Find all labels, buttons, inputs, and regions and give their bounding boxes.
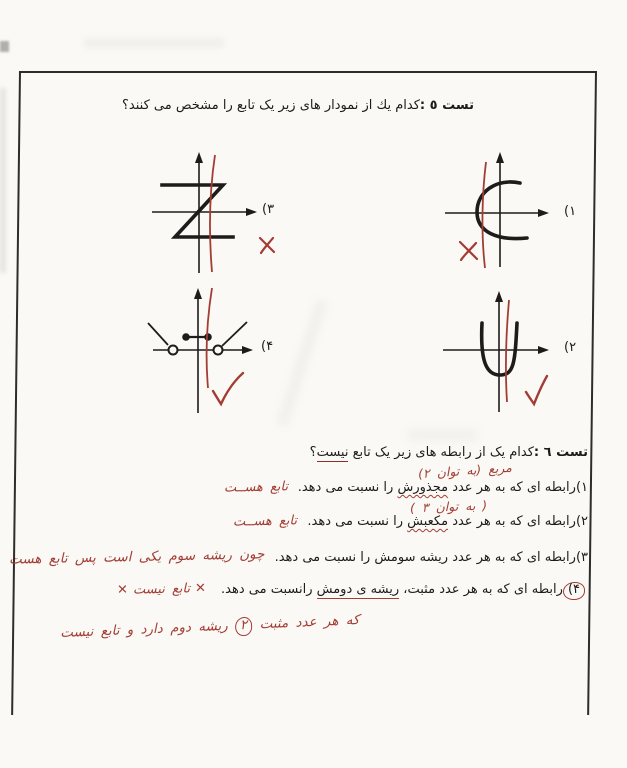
item-3-red-note: چون ریشه سوم یکی است پس تابع هست xyxy=(8,546,265,568)
u-parabola-graph-icon xyxy=(436,286,566,418)
item-3-text: رابطه ای که به هر عدد ریشه سومش را نسبت می دهد. xyxy=(274,550,576,565)
graph-4 xyxy=(136,281,278,423)
graph-3 xyxy=(140,146,282,282)
x-axis-arrow-icon xyxy=(242,346,253,354)
test6-title-prefix: تست ٦ : xyxy=(533,445,588,460)
item-2-underlined-word: مکعبش xyxy=(407,514,449,529)
z-curve-graph-icon xyxy=(140,146,282,282)
item-1-red-note: تابع هســت xyxy=(223,479,288,496)
y-axis-arrow-icon xyxy=(495,291,503,302)
item-4-text-end: رانسبت می دهد. xyxy=(221,582,317,597)
graph-2 xyxy=(436,286,566,418)
y-axis-arrow-icon xyxy=(496,152,504,163)
red-x-mark-icon xyxy=(260,238,274,253)
scan-smudge xyxy=(0,88,6,273)
closed-point-icon xyxy=(182,333,190,341)
graph-1 xyxy=(436,146,566,278)
red-vertical-test-line xyxy=(506,300,509,402)
open-point-icon xyxy=(169,346,178,355)
y-axis-arrow-icon xyxy=(194,288,202,299)
item-4 xyxy=(112,581,585,600)
item-2-text: رابطه ای که به هر عدد xyxy=(448,514,576,529)
red-x-mark-icon xyxy=(460,242,477,260)
graph-2-label: (۲ xyxy=(564,340,577,355)
item-1-number: ١) xyxy=(575,480,588,495)
scan-smudge xyxy=(84,38,224,48)
graph-3-label: (۳ xyxy=(262,202,275,217)
right-ray xyxy=(222,322,247,346)
item-4-number: ۴) xyxy=(567,582,580,597)
item-1 xyxy=(224,479,588,498)
graph-4-label: (۴ xyxy=(261,339,274,354)
item-2-text-end: را نسبت می دهد. xyxy=(307,514,408,529)
c-curve-open-right-graph-icon xyxy=(436,146,566,278)
closed-point-icon xyxy=(204,333,212,341)
red-vertical-test-line xyxy=(210,155,215,272)
open-point-icon xyxy=(214,346,223,355)
left-ray xyxy=(148,323,168,345)
test6-title xyxy=(310,444,588,463)
red-check-mark-icon xyxy=(213,373,243,404)
item-2-red-note: تابع هســت xyxy=(233,513,298,530)
x-axis-arrow-icon xyxy=(538,346,549,354)
red-note-above-item2: ( به توان ٣ ) xyxy=(409,497,488,516)
test6-title-question-mark: ؟ xyxy=(309,445,317,460)
item-2-number: ٢) xyxy=(575,514,588,529)
scan-edge-mark xyxy=(0,41,9,52)
red-vertical-test-line xyxy=(482,162,486,268)
item-1-text: رابطه ای که به هر عدد xyxy=(448,480,576,495)
item-1-text-end: را نسبت می دهد. xyxy=(297,480,398,495)
y-axis-arrow-icon xyxy=(195,152,203,163)
test5-title-prefix: تست ٥ : xyxy=(419,98,474,113)
item-4-number-circled xyxy=(563,582,585,600)
circled-two: ۲ xyxy=(234,617,252,636)
item-3-number: ٣) xyxy=(575,550,588,565)
test6-title-text: كدام یک از رابطه های زیر یک تابع xyxy=(348,445,534,460)
red-check-mark-icon xyxy=(526,376,547,404)
item-1-underlined-word: مجذورش xyxy=(397,480,449,495)
graph-1-label: (۱ xyxy=(564,204,577,219)
red-note-above-item1: مربع (به توان ٢) xyxy=(417,459,513,482)
c-curve xyxy=(477,182,527,239)
item-4-underlined-phrase: ریشه ی دومش xyxy=(316,582,400,597)
red-x-mark: ✕ xyxy=(116,582,129,598)
item-4-red-note-text: تابع نیست xyxy=(132,581,191,598)
bottom-red-note-text: که هر عدد مثبت xyxy=(251,612,360,633)
piecewise-graph-icon xyxy=(136,281,278,423)
item-4-red-note xyxy=(112,580,211,601)
test6-title-underlined-word: نیست xyxy=(316,445,349,460)
bottom-red-note-text-end: ریشه دوم دارد و تابع نیست xyxy=(59,617,235,642)
item-4-text: رابطه ای که به هر عدد مثبت، xyxy=(399,582,563,597)
test5-title xyxy=(122,97,474,116)
red-x-mark: ✕ xyxy=(194,581,207,597)
test5-title-text: كدام يك از نمودار های زیر یک تابع را مشخص می كنند؟ xyxy=(122,98,420,113)
item-3 xyxy=(9,548,588,568)
z-curve xyxy=(162,185,233,237)
item-2 xyxy=(233,513,588,532)
x-axis-arrow-icon xyxy=(246,208,257,216)
x-axis-arrow-icon xyxy=(538,209,549,217)
